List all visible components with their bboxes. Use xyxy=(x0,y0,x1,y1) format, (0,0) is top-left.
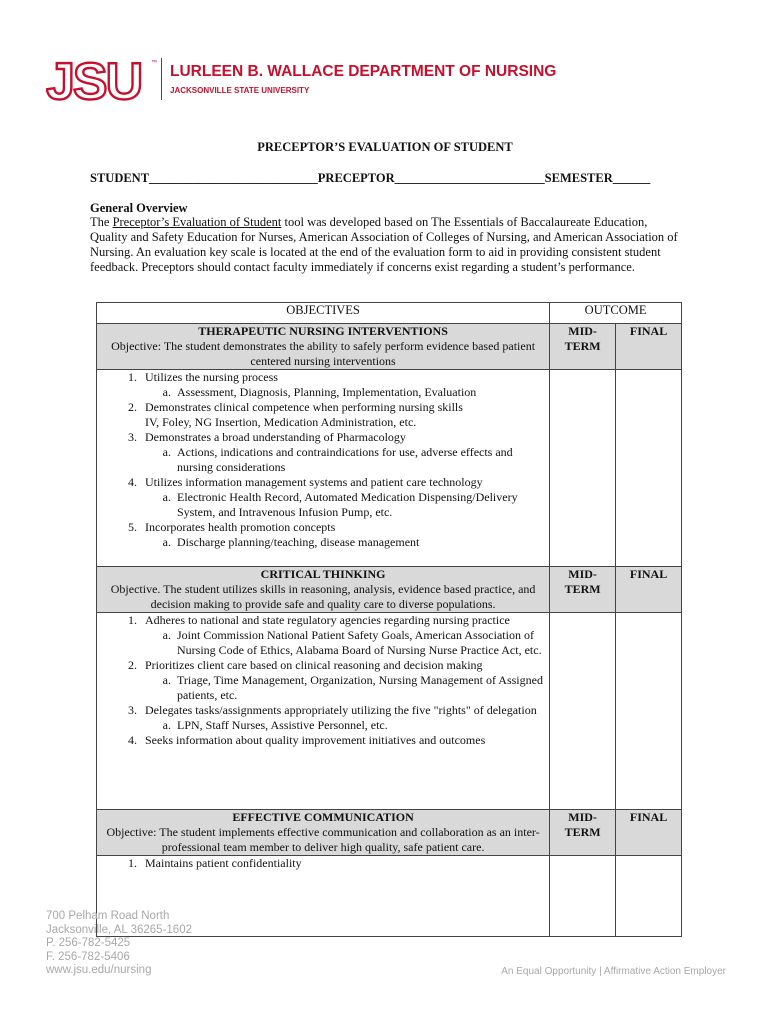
section-header-row xyxy=(97,324,682,370)
list-item: 5. Incorporates health promotion concepts xyxy=(128,520,336,534)
jsu-logo xyxy=(46,55,161,105)
section-title: THERAPEUTIC NURSING INTERVENTIONS xyxy=(198,324,448,338)
list-item: 2. Prioritizes client care based on clinical reasoning and decision making xyxy=(128,658,483,672)
section-items xyxy=(97,370,550,567)
midterm-score-box[interactable] xyxy=(550,370,616,567)
list-item: 3. Delegates tasks/assignments appropriately utilizing the five "rights" of delegation xyxy=(128,703,537,717)
final-score-box[interactable] xyxy=(616,370,682,567)
evaluation-table xyxy=(96,302,682,937)
svg-text:™: ™ xyxy=(151,60,157,66)
logo-divider xyxy=(161,58,162,100)
sub-list-item: a. LPN, Staff Nurses, Assistive Personnel, etc. xyxy=(162,718,388,732)
footer-address: 700 Pelham Road North Jacksonville, AL 36265-1602 P. 256-782-5425 F. 256-782-5406 www.jsu.edu/nursing xyxy=(46,910,192,976)
section-items-row xyxy=(97,370,682,567)
midterm-column-header: MID- TERM xyxy=(550,567,616,613)
sub-list-item: a. Triage, Time Management, Organization, Nursing Management of Assigned patients, etc. xyxy=(162,673,543,702)
final-column-header: FINAL xyxy=(616,324,682,370)
footer-website: www.jsu.edu/nursing xyxy=(46,964,152,976)
section-objective: Objective: The student demonstrates the ability to safely perform evidence based patient centered nursing interventions xyxy=(111,339,536,368)
overview-text: The Preceptor’s Evaluation of Student tool was developed based on The Essentials of Baccalaureate Education, Quality and Safety Education for Nurses, American Association of Colleges of Nursing, and American Association of Nursing. An evaluation key scale is located at the end of the evaluation form to aid in providing consistent student feedback. Preceptors should contact faculty immediately if concerns exist regarding a student’s performance. xyxy=(90,215,678,274)
section-header-row xyxy=(97,567,682,613)
final-column-header: FINAL xyxy=(616,810,682,856)
list-item: 4. Utilizes information management systems and patient care technology xyxy=(128,475,483,489)
list-item: 2. Demonstrates clinical competence when performing nursing skills xyxy=(128,400,463,414)
list-item: 1. Adheres to national and state regulatory agencies regarding nursing practice xyxy=(128,613,510,627)
section-items xyxy=(97,613,550,810)
section-objective: Objective: The student implements effective communication and collaboration as an inter-professional team member to deliver high quality, safe patient care. xyxy=(106,825,540,854)
tool-name: Preceptor’s Evaluation of Student xyxy=(112,215,282,229)
midterm-score-box[interactable] xyxy=(550,613,616,810)
sub-list-item: a. Joint Commission National Patient Safety Goals, American Association of Nursing Code of Ethics, Alabama Board of Nursing Nurse Practice Act, etc. xyxy=(162,628,542,657)
midterm-column-header: MID- TERM xyxy=(550,810,616,856)
section-header-row xyxy=(97,810,682,856)
list-item: 4. Seeks information about quality improvement initiatives and outcomes xyxy=(128,733,486,747)
midterm-column-header: MID- TERM xyxy=(550,324,616,370)
list-item: 1. Maintains patient confidentiality xyxy=(128,856,302,870)
svg-text:JSU: JSU xyxy=(46,55,142,105)
section-objective-cell xyxy=(97,324,550,370)
section-title: CRITICAL THINKING xyxy=(260,567,386,581)
list-item-continuation: IV, Foley, NG Insertion, Medication Administration, etc. xyxy=(145,415,417,429)
section-objective: Objective. The student utilizes skills in reasoning, analysis, evidence based practice, and decision making to provide safe and quality care to diverse populations. xyxy=(110,582,536,611)
student-preceptor-semester-line: STUDENT___________________________PRECEPTOR________________________SEMESTER______ xyxy=(90,171,651,185)
section-title: EFFECTIVE COMMUNICATION xyxy=(232,810,414,824)
university-name: JACKSONVILLE STATE UNIVERSITY xyxy=(170,86,310,95)
equal-opportunity-statement: An Equal Opportunity | Affirmative Action Employer xyxy=(501,966,726,977)
outcome-header: OUTCOME xyxy=(550,303,682,324)
sub-list-item: a. Electronic Health Record, Automated Medication Dispensing/Delivery System, and Intravenous Infusion Pump, etc. xyxy=(162,490,518,519)
section-objective-cell xyxy=(97,567,550,613)
sub-list-item: a. Discharge planning/teaching, disease management xyxy=(162,535,420,549)
final-score-box[interactable] xyxy=(616,856,682,937)
section-items-row xyxy=(97,613,682,810)
table-header-row xyxy=(97,303,682,324)
sub-list-item: a. Actions, indications and contraindications for use, adverse effects and nursing considerations xyxy=(162,445,513,474)
sub-list-item: a. Assessment, Diagnosis, Planning, Implementation, Evaluation xyxy=(162,385,477,399)
list-item: 3. Demonstrates a broad understanding of Pharmacology xyxy=(128,430,406,444)
form-title: PRECEPTOR’S EVALUATION OF STUDENT xyxy=(257,140,513,154)
overview-heading: General Overview xyxy=(90,201,188,215)
department-name: LURLEEN B. WALLACE DEPARTMENT OF NURSING xyxy=(170,63,557,80)
section-objective-cell xyxy=(97,810,550,856)
list-item: 1. Utilizes the nursing process xyxy=(128,370,278,384)
final-column-header: FINAL xyxy=(616,567,682,613)
objectives-header: OBJECTIVES xyxy=(97,303,550,324)
final-score-box[interactable] xyxy=(616,613,682,810)
midterm-score-box[interactable] xyxy=(550,856,616,937)
